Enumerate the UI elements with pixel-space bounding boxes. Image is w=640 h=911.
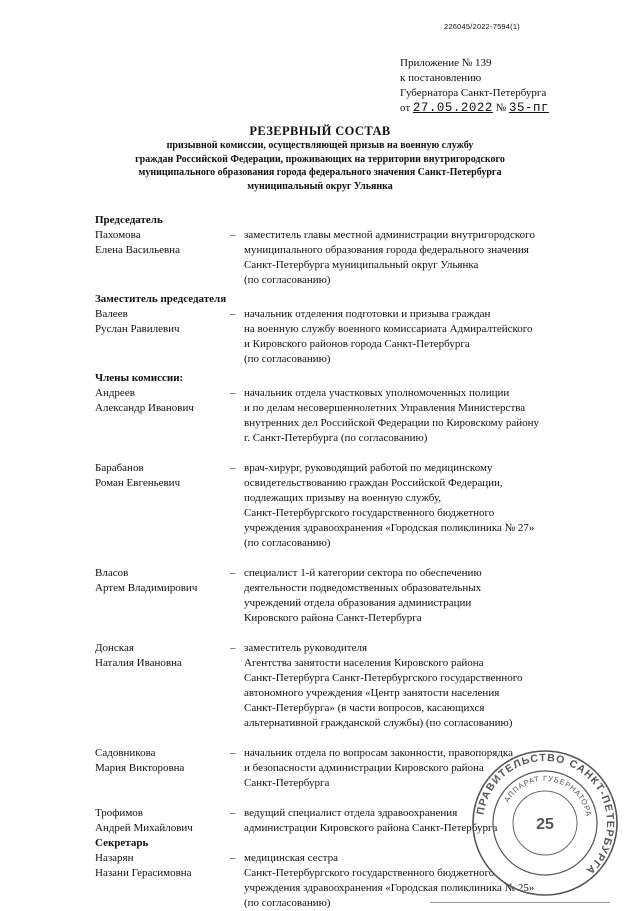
member-name	[95, 641, 230, 731]
seal-inner-text: АППАРАТ ГУБЕРНАТОРА	[502, 773, 594, 818]
position-line: заместитель главы местной администрации внутригородского	[244, 229, 535, 241]
appendix-line: Приложение № 139	[400, 57, 492, 69]
position-line: (по согласованию)	[244, 353, 331, 365]
position-line: и безопасности администрации Кировского района	[244, 762, 484, 774]
position-line: Агентства занятости населения Кировского района	[244, 657, 484, 669]
appendix-line: к постановлению	[400, 72, 482, 84]
dash: –	[230, 308, 236, 320]
member-position	[244, 228, 605, 288]
document-title	[60, 123, 580, 193]
position-line: учреждения здравоохранения «Городская поликлиника № 27»	[244, 522, 535, 534]
position-line: (по согласованию)	[244, 897, 331, 909]
position-line: учреждения здравоохранения «Городская поликлиника № 25»	[244, 882, 535, 894]
position-line: на военную службу военного комиссариата Адмиралтейского	[244, 323, 533, 335]
footer-rule	[430, 902, 610, 903]
number-prefix: №	[495, 102, 507, 114]
surname: Садовникова	[95, 747, 156, 759]
dash: –	[230, 747, 236, 759]
member-name	[95, 851, 230, 911]
position-line: деятельности подведомственных образовательных	[244, 582, 482, 594]
position-line: внутренних дел Российской Федерации по Кировскому району	[244, 417, 540, 429]
member-position	[244, 386, 605, 446]
seal-outer-text: ПРАВИТЕЛЬСТВО САНКТ-ПЕТЕРБУРГА	[474, 751, 617, 877]
deputy-heading: Заместитель председателя	[95, 293, 227, 305]
position-line: медицинская сестра	[244, 852, 338, 864]
chairman-entry	[95, 228, 605, 288]
position-line: начальник отделения подготовки и призыва граждан	[244, 308, 491, 320]
position-line: Санкт-Петербурга муниципальный округ Ульянка	[244, 259, 479, 271]
position-line: и Кировского районов города Санкт-Петербурга	[244, 338, 470, 350]
dash: –	[230, 229, 236, 241]
appendix-date-line	[400, 101, 549, 116]
dash: –	[230, 642, 236, 654]
position-line: Санкт-Петербурга Санкт-Петербургского государственного	[244, 672, 523, 684]
dash: –	[230, 567, 236, 579]
given-name: Мария Викторовна	[95, 762, 185, 774]
position-line: г. Санкт-Петербурга (по согласованию)	[244, 432, 428, 444]
position-line: начальник отдела участковых уполномоченных полиции	[244, 387, 510, 399]
position-line: администрации Кировского района Санкт-Петербурга	[244, 822, 498, 834]
decree-date: 27.05.2022	[412, 101, 493, 115]
position-line: (по согласованию)	[244, 537, 331, 549]
position-line: Санкт-Петербургского государственного бюджетного	[244, 867, 495, 879]
title-line: граждан Российской Федерации, проживающих на территории внутригородского	[135, 153, 505, 165]
given-name: Андрей Михайлович	[95, 822, 193, 834]
given-name: Руслан Равилевич	[95, 323, 180, 335]
position-line: ведущий специалист отдела здравоохранения	[244, 807, 458, 819]
title-line: муниципальный округ Ульянка	[247, 180, 393, 192]
official-seal-stamp	[470, 748, 620, 898]
member-name	[95, 566, 230, 626]
title-line: призывной комиссии, осуществляющей призыв на военную службу	[166, 140, 474, 151]
dash: –	[230, 852, 236, 864]
members-heading: Члены комиссии:	[95, 372, 184, 384]
surname: Власов	[95, 567, 129, 579]
member-name	[95, 746, 230, 791]
deputy-entry	[95, 307, 605, 367]
surname: Валеев	[95, 308, 128, 320]
position-line: освидетельствованию граждан Российской Федерации,	[244, 477, 503, 489]
position-line: врач-хирург, руководящий работой по медицинскому	[244, 462, 493, 474]
appendix-block	[400, 56, 549, 116]
surname: Андреев	[95, 387, 135, 399]
given-name: Артем Владимирович	[95, 582, 198, 594]
given-name: Александр Иванович	[95, 402, 194, 414]
date-prefix: от	[400, 102, 411, 114]
member-name	[95, 386, 230, 446]
member-position	[244, 641, 605, 731]
surname: Пахомова	[95, 229, 141, 241]
surname: Назарян	[95, 852, 134, 864]
given-name: Назани Герасимовна	[95, 867, 192, 879]
position-line: автономного учреждения «Центр занятости населения	[244, 687, 500, 699]
title-main: РЕЗЕРВНЫЙ СОСТАВ	[249, 124, 391, 138]
dash: –	[230, 387, 236, 399]
document-code: 226045/2022-7594(1)	[444, 22, 520, 31]
position-line: заместитель руководителя	[244, 642, 368, 654]
member-name	[95, 307, 230, 367]
member-position	[244, 461, 605, 551]
member-entry	[95, 566, 605, 626]
chairman-heading: Председатель	[95, 214, 163, 226]
surname: Барабанов	[95, 462, 144, 474]
given-name: Роман Евгеньевич	[95, 477, 181, 489]
decree-number: 35-пг	[508, 101, 549, 115]
member-name	[95, 228, 230, 288]
member-entry	[95, 461, 605, 551]
position-line: Санкт-Петербурга» (в части вопросов, касающихся	[244, 702, 485, 714]
member-name	[95, 806, 230, 836]
position-line: Санкт-Петербурга	[244, 777, 330, 789]
seal-center-text: 25	[536, 816, 554, 833]
position-line: (по согласованию)	[244, 274, 331, 286]
surname: Трофимов	[95, 807, 143, 819]
surname: Донская	[95, 642, 134, 654]
position-line: подлежащих призыву на военную службу,	[244, 492, 442, 504]
member-position	[244, 566, 605, 626]
secretary-heading: Секретарь	[95, 837, 149, 849]
position-line: альтернативной гражданской службы) (по согласованию)	[244, 717, 513, 729]
position-line: и по делам несовершеннолетних Управления Министерства	[244, 402, 526, 414]
dash: –	[230, 807, 236, 819]
member-entry	[95, 386, 605, 446]
position-line: начальник отдела по вопросам законности, правопорядка	[244, 747, 513, 759]
dash: –	[230, 462, 236, 474]
position-line: специалист 1-й категории сектора по обеспечению	[244, 567, 482, 579]
position-line: Санкт-Петербургского государственного бюджетного	[244, 507, 495, 519]
position-line: учреждений отдела образования администрации	[244, 597, 472, 609]
given-name: Елена Васильевна	[95, 244, 180, 256]
appendix-line: Губернатора Санкт-Петербурга	[400, 87, 547, 99]
position-line: муниципального образования города федерального значения	[244, 244, 529, 256]
member-name	[95, 461, 230, 551]
position-line: Кировского района Санкт-Петербурга	[244, 612, 422, 624]
member-entry	[95, 641, 605, 731]
member-position	[244, 307, 605, 367]
given-name: Наталия Ивановна	[95, 657, 182, 669]
title-line: муниципального образования города федерального значения Санкт-Петербурга	[138, 167, 502, 179]
